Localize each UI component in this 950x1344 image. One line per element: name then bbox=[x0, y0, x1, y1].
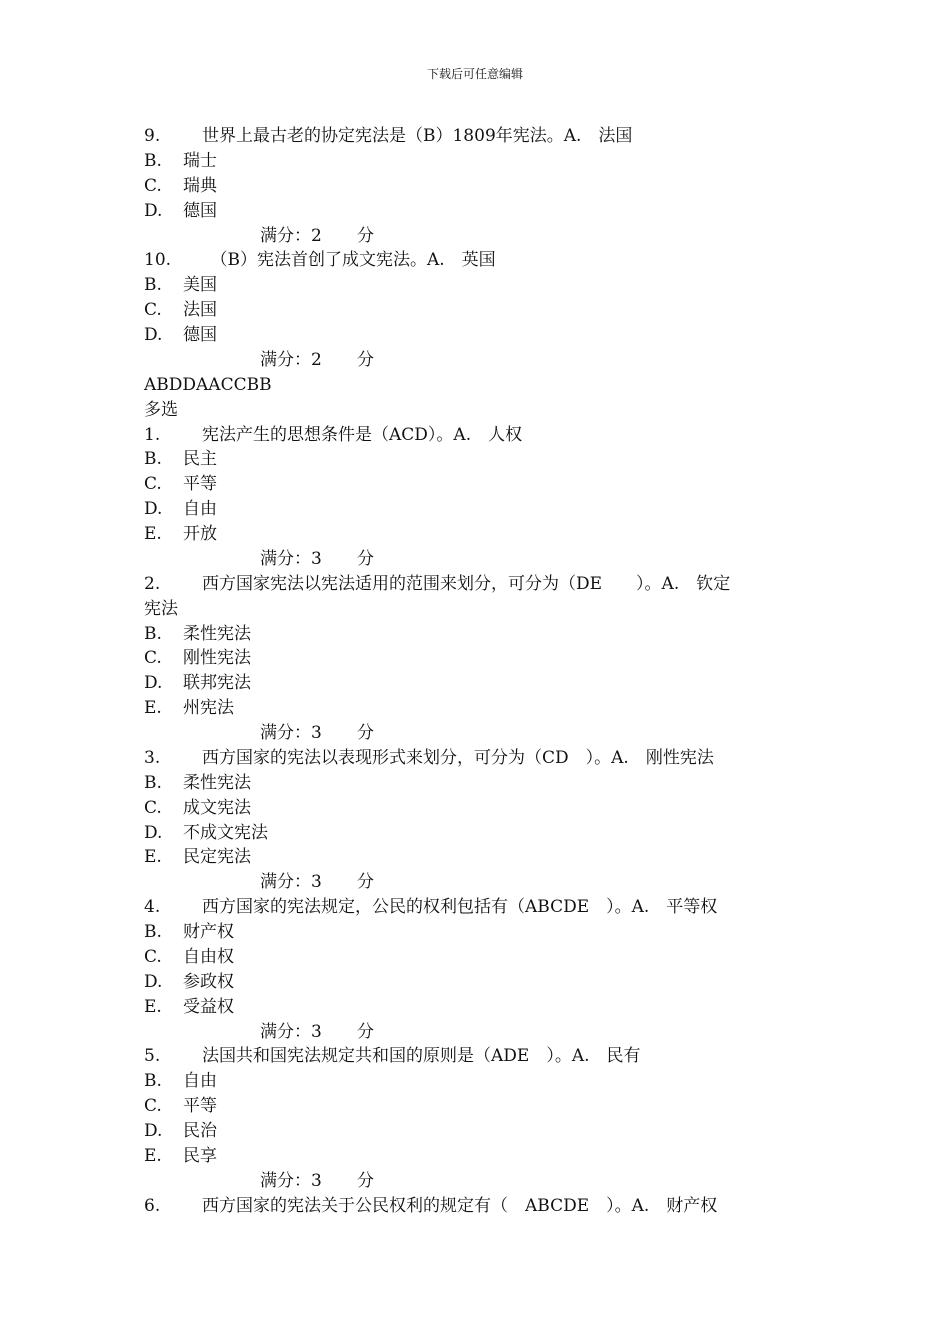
option-line bbox=[144, 821, 824, 846]
score-line bbox=[144, 224, 824, 249]
option-label: B. bbox=[144, 922, 162, 942]
option-line bbox=[144, 671, 824, 696]
score-label: 满分： bbox=[260, 1170, 311, 1191]
score-label: 满分： bbox=[260, 349, 311, 370]
option-text: 民享 bbox=[183, 1145, 217, 1166]
option-line bbox=[144, 174, 824, 199]
question-number: 6. bbox=[144, 1195, 161, 1216]
option-text: 开放 bbox=[183, 524, 217, 544]
option-line bbox=[144, 199, 824, 224]
question-number: 2. bbox=[144, 573, 161, 594]
question-line bbox=[144, 895, 824, 920]
option-label: B. bbox=[144, 449, 162, 470]
score-label: 满分： bbox=[260, 872, 311, 893]
option-label: D. bbox=[144, 325, 163, 345]
option-label: C. bbox=[144, 474, 162, 495]
option-line bbox=[144, 970, 824, 995]
option-line bbox=[144, 472, 824, 497]
score-value: 3 bbox=[311, 548, 322, 569]
score-unit: 分 bbox=[357, 349, 374, 370]
paragraph-text: ABDDAACCBB bbox=[144, 374, 272, 395]
score-unit: 分 bbox=[357, 1170, 374, 1191]
score-line bbox=[144, 1169, 824, 1194]
option-label: B. bbox=[144, 1071, 162, 1092]
option-label: D. bbox=[144, 971, 163, 992]
question-line bbox=[144, 746, 824, 771]
option-line bbox=[144, 1094, 824, 1119]
score-value: 3 bbox=[311, 872, 322, 893]
option-line bbox=[144, 447, 824, 472]
option-label: E. bbox=[144, 524, 162, 544]
paragraph-text: 宪法 bbox=[144, 598, 178, 619]
question-line bbox=[144, 572, 824, 597]
option-label: D. bbox=[144, 822, 163, 843]
option-label: D. bbox=[144, 673, 163, 694]
option-text: 民主 bbox=[183, 449, 217, 470]
option-text: 平等 bbox=[183, 474, 217, 495]
option-line bbox=[144, 646, 824, 671]
score-label: 满分： bbox=[260, 1021, 311, 1042]
option-text: 受益权 bbox=[183, 996, 234, 1017]
option-line bbox=[144, 945, 824, 970]
option-text: 联邦宪法 bbox=[183, 673, 251, 694]
text-line bbox=[144, 597, 824, 622]
question-line bbox=[144, 124, 824, 149]
option-line bbox=[144, 845, 824, 870]
score-value: 2 bbox=[311, 225, 322, 246]
option-text: 瑞典 bbox=[183, 175, 217, 196]
score-label: 满分： bbox=[260, 225, 311, 246]
question-line bbox=[144, 1044, 824, 1069]
option-text: 法国 bbox=[183, 300, 217, 321]
option-text: 自由权 bbox=[183, 946, 234, 967]
option-text: 财产权 bbox=[183, 922, 234, 942]
question-line bbox=[144, 248, 824, 273]
paragraph-text: 多选 bbox=[144, 399, 178, 420]
document-body bbox=[144, 124, 824, 1219]
score-line bbox=[144, 348, 824, 373]
option-text: 自由 bbox=[183, 499, 217, 520]
question-text: 法国共和国宪法规定共和国的原则是（ADE ）。A. 民有 bbox=[202, 1046, 641, 1067]
option-line bbox=[144, 796, 824, 821]
question-text: 西方国家的宪法以表现形式来划分，可分为（CD ）。A. 刚性宪法 bbox=[202, 747, 714, 768]
option-label: B. bbox=[144, 772, 162, 793]
option-label: D. bbox=[144, 1121, 163, 1141]
option-line bbox=[144, 1069, 824, 1094]
option-label: C. bbox=[144, 175, 162, 196]
option-label: C. bbox=[144, 797, 162, 818]
question-text: 宪法产生的思想条件是（ACD）。A. 人权 bbox=[202, 424, 523, 445]
option-text: 州宪法 bbox=[183, 698, 234, 719]
score-line bbox=[144, 1020, 824, 1045]
option-text: 民治 bbox=[183, 1121, 217, 1141]
question-text: 西方国家的宪法规定，公民的权利包括有（ABCDE ）。A. 平等权 bbox=[202, 897, 718, 918]
option-line bbox=[144, 1144, 824, 1169]
option-label: C. bbox=[144, 300, 162, 321]
option-line bbox=[144, 920, 824, 945]
question-number: 5. bbox=[144, 1046, 161, 1067]
score-unit: 分 bbox=[357, 1021, 374, 1042]
option-text: 参政权 bbox=[183, 971, 234, 992]
question-line bbox=[144, 423, 824, 448]
option-text: 刚性宪法 bbox=[183, 648, 251, 669]
score-unit: 分 bbox=[357, 548, 374, 569]
question-number: 1. bbox=[144, 424, 161, 445]
score-value: 3 bbox=[311, 723, 322, 743]
option-text: 柔性宪法 bbox=[183, 623, 251, 644]
option-label: B. bbox=[144, 150, 162, 171]
option-line bbox=[144, 273, 824, 298]
option-label: E. bbox=[144, 996, 162, 1017]
option-line bbox=[144, 995, 824, 1020]
score-label: 满分： bbox=[260, 723, 311, 743]
option-label: E. bbox=[144, 698, 162, 719]
question-text: 世界上最古老的协定宪法是（B）1809年宪法。A. 法国 bbox=[202, 126, 633, 146]
option-label: B. bbox=[144, 275, 162, 296]
option-label: C. bbox=[144, 946, 162, 967]
score-value: 3 bbox=[311, 1170, 322, 1191]
option-label: C. bbox=[144, 648, 162, 669]
option-label: E. bbox=[144, 847, 162, 868]
option-line bbox=[144, 323, 824, 348]
score-value: 3 bbox=[311, 1021, 322, 1042]
option-line bbox=[144, 149, 824, 174]
option-text: 自由 bbox=[183, 1071, 217, 1092]
option-line bbox=[144, 771, 824, 796]
option-label: D. bbox=[144, 200, 163, 221]
option-text: 德国 bbox=[183, 325, 217, 345]
option-label: D. bbox=[144, 499, 163, 520]
score-unit: 分 bbox=[357, 225, 374, 246]
question-text: 西方国家的宪法关于公民权利的规定有（ ABCDE ）。A. 财产权 bbox=[202, 1195, 718, 1216]
score-line bbox=[144, 547, 824, 572]
option-text: 不成文宪法 bbox=[183, 822, 268, 843]
score-unit: 分 bbox=[357, 723, 374, 743]
option-line bbox=[144, 1119, 824, 1144]
option-text: 美国 bbox=[183, 275, 217, 296]
page-header: 下载后可任意编辑 bbox=[426, 67, 523, 81]
option-line bbox=[144, 696, 824, 721]
option-text: 德国 bbox=[183, 200, 217, 221]
score-line bbox=[144, 721, 824, 746]
option-label: E. bbox=[144, 1145, 162, 1166]
option-text: 柔性宪法 bbox=[183, 772, 251, 793]
option-label: B. bbox=[144, 623, 162, 644]
question-number: 9. bbox=[144, 126, 161, 146]
question-number: 4. bbox=[144, 897, 161, 918]
question-text: （B）宪法首创了成文宪法。A. 英国 bbox=[202, 250, 496, 271]
question-text: 西方国家宪法以宪法适用的范围来划分，可分为（DE ）。A. 钦定 bbox=[202, 573, 731, 594]
text-line bbox=[144, 373, 824, 398]
question-number: 10. bbox=[144, 250, 172, 271]
score-label: 满分： bbox=[260, 548, 311, 569]
option-text: 民定宪法 bbox=[183, 847, 251, 868]
score-value: 2 bbox=[311, 349, 322, 370]
option-text: 成文宪法 bbox=[183, 797, 251, 818]
question-number: 3. bbox=[144, 747, 161, 768]
option-label: C. bbox=[144, 1096, 162, 1117]
option-line bbox=[144, 522, 824, 547]
option-text: 瑞士 bbox=[183, 150, 217, 171]
text-line bbox=[144, 398, 824, 423]
option-line bbox=[144, 622, 824, 647]
option-line bbox=[144, 298, 824, 323]
score-line bbox=[144, 870, 824, 895]
option-line bbox=[144, 497, 824, 522]
question-line bbox=[144, 1194, 824, 1219]
score-unit: 分 bbox=[357, 872, 374, 893]
option-text: 平等 bbox=[183, 1096, 217, 1117]
